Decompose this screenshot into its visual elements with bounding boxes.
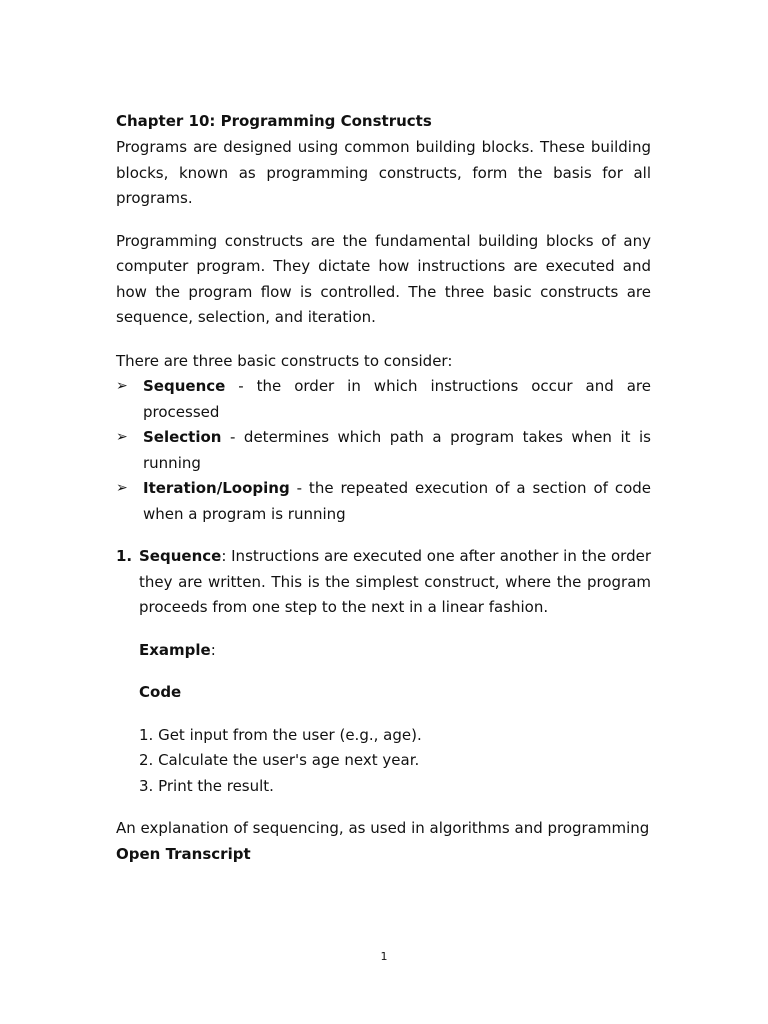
- construct-description: - the repeated execution of a section of code when a program is running: [143, 479, 651, 523]
- construct-description: - the order in which instructions occur and are processed: [143, 377, 651, 421]
- list-item: [116, 374, 651, 425]
- constructs-list: [116, 374, 651, 527]
- construct-term: Sequence: [143, 377, 226, 395]
- list-item: [116, 425, 651, 476]
- open-transcript-link[interactable]: Open Transcript: [116, 844, 251, 863]
- list-item: [116, 476, 651, 527]
- construct-term: Iteration/Looping: [143, 479, 290, 497]
- page-number: 1: [380, 950, 388, 963]
- example-label: Example: [139, 640, 211, 659]
- intro-paragraph-1: Programs are designed using common building blocks. These building blocks, known as programming constructs, form the basis for all programs.: [116, 138, 651, 207]
- section-term: Sequence: [139, 547, 222, 565]
- section-sequence: [116, 544, 651, 621]
- construct-description: - determines which path a program takes when it is running: [143, 428, 651, 472]
- construct-term: Selection: [143, 428, 222, 446]
- list-item: 1. Get input from the user (e.g., age).: [139, 725, 422, 744]
- intro-paragraph-2: Programming constructs are the fundamental building blocks of any computer program. They dictate how instructions are executed and how the program flow is controlled. The three basic constructs are sequence, selection, and iteration.: [116, 231, 651, 326]
- example-heading: [116, 638, 651, 664]
- chapter-title: Chapter 10: Programming Constructs: [116, 112, 432, 130]
- example-colon: :: [210, 640, 216, 659]
- section-text: : Instructions are executed one after another in the order they are written. This is the simplest construct, where the program proceeds from one step to the next in a linear fashion.: [139, 547, 651, 616]
- constructs-intro: There are three basic constructs to consider:: [116, 351, 453, 370]
- code-label: Code: [139, 683, 182, 701]
- arrowhead-bullet-icon: ➢: [116, 429, 128, 445]
- arrowhead-bullet-icon: ➢: [116, 378, 128, 394]
- arrowhead-bullet-icon: ➢: [116, 480, 128, 496]
- list-item: 2. Calculate the user's age next year.: [139, 751, 420, 769]
- section-number: 1.: [116, 547, 133, 565]
- explanation-text: An explanation of sequencing, as used in algorithms and programming: [116, 819, 650, 837]
- list-item: 3. Print the result.: [139, 776, 274, 795]
- code-steps: [116, 723, 651, 800]
- document-page: [116, 108, 651, 867]
